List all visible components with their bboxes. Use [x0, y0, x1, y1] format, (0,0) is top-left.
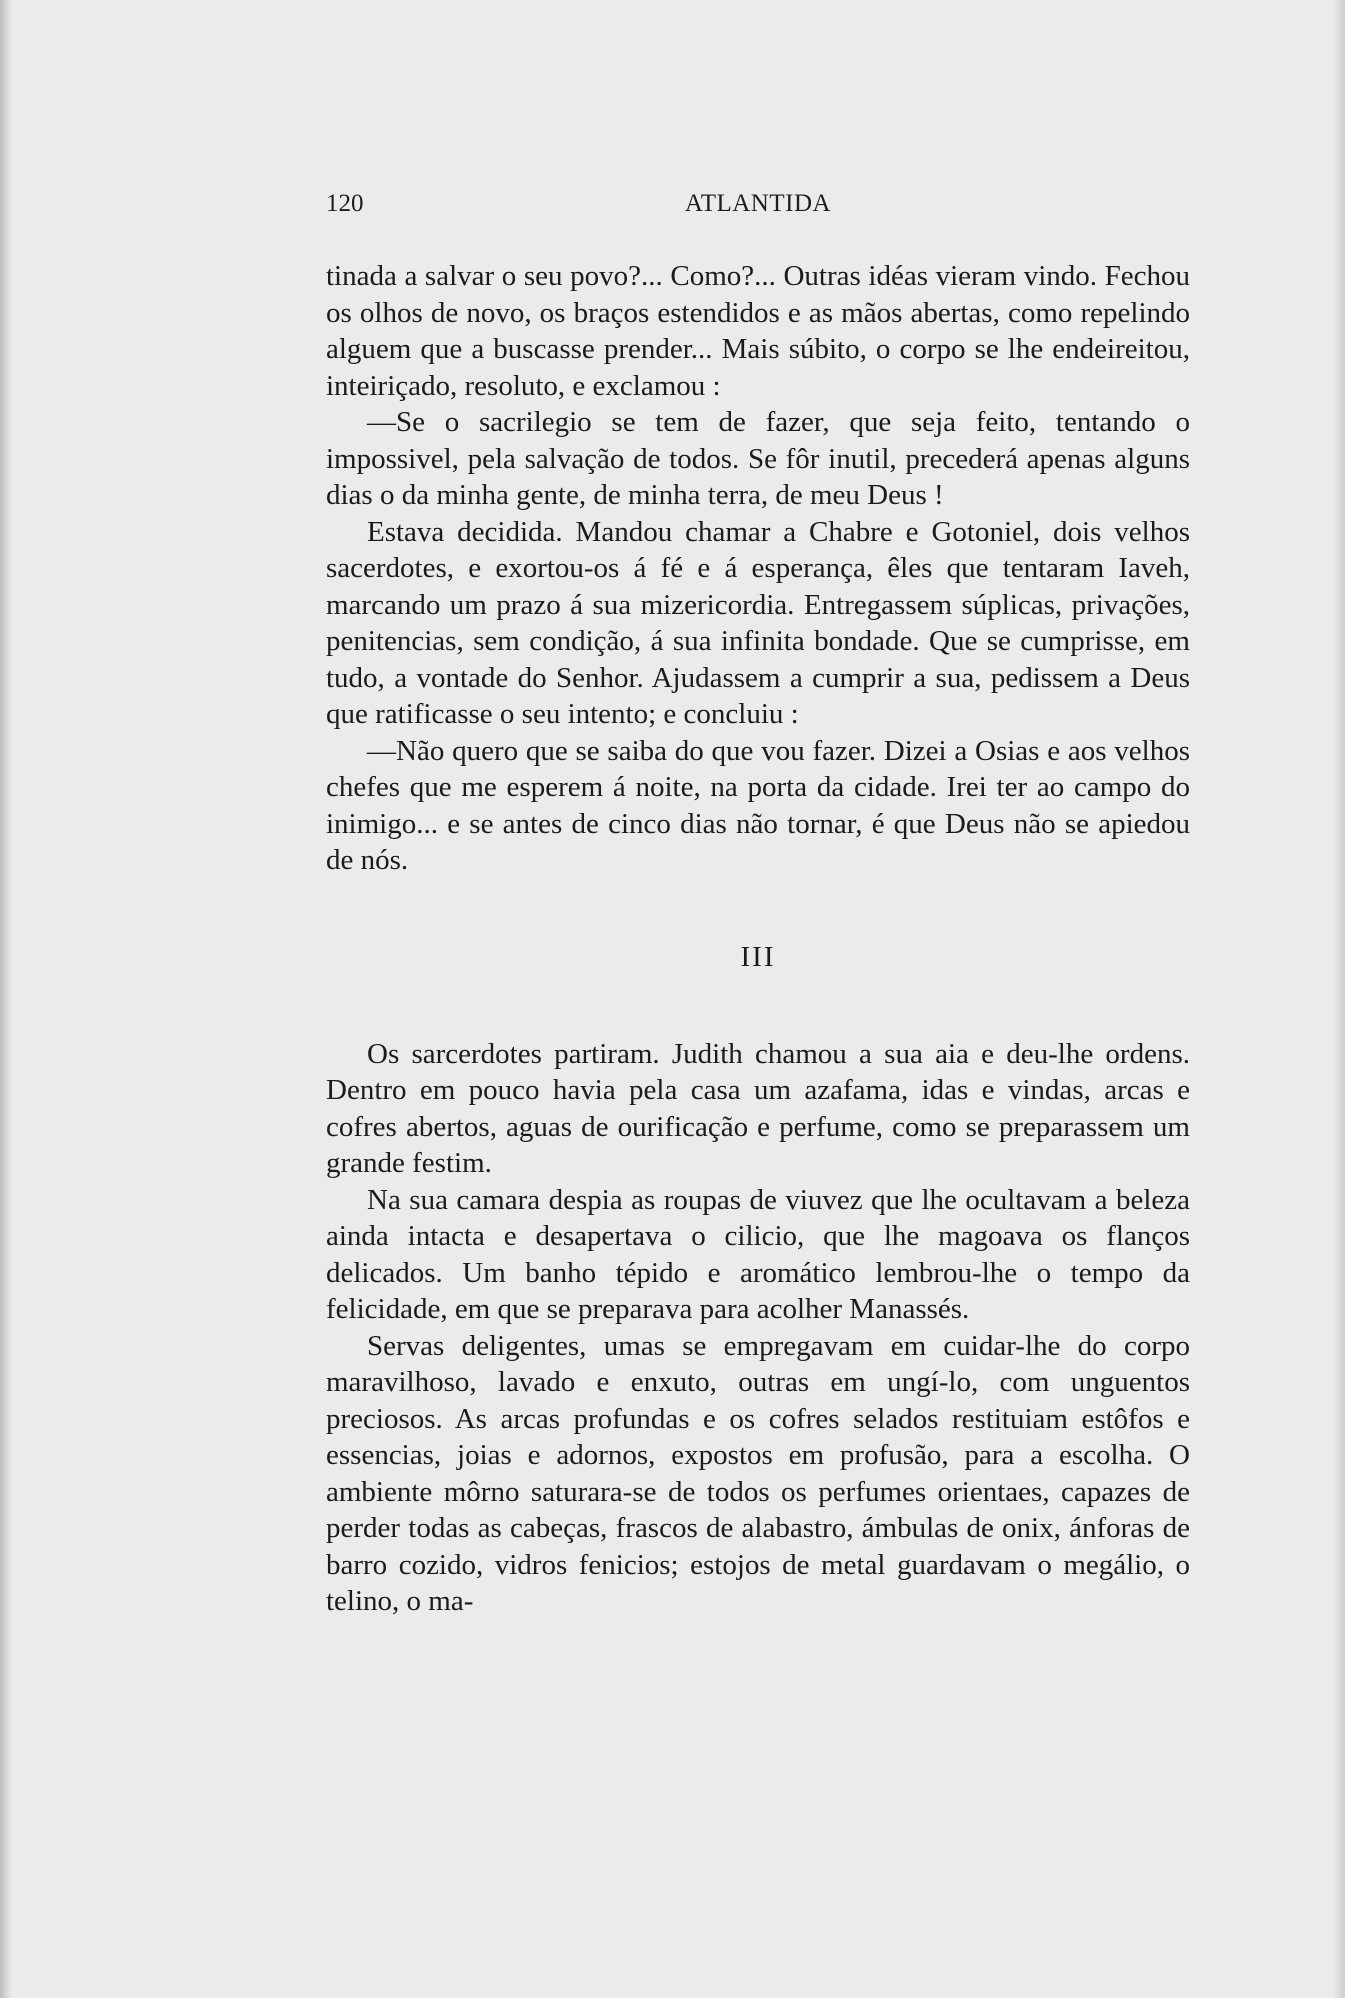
- page-header: [326, 190, 1190, 230]
- paragraph: Na sua camara despia as roupas de viuvez que lhe ocultavam a beleza ainda intacta e desapertava o cilicio, que lhe magoava os flanços delicados. Um banho tépido e aromático lembrou-lhe o tempo da felicidade, em que se preparava para acolher Manassés.: [326, 1183, 1190, 1325]
- paragraph: Estava decidida. Mandou chamar a Chabre e Gotoniel, dois velhos sacerdotes, e exortou-os á fé e á esperança, êles que tentaram Iaveh, marcando um prazo á sua mizericordia. Entregassem súplicas, privações, penitencias, sem condição, á sua infinita bondade. Que se cumprisse, em tudo, a vontade do Senhor. Ajudassem a cumprir a sua, pedissem a Deus que ratificasse o seu intento; e concluiu :: [326, 515, 1190, 730]
- paragraph: —Não quero que se saiba do que vou fazer. Dizei a Osias e aos velhos chefes que me esperem á noite, na porta da cidade. Irei ter ao campo do inimigo... e se antes de cinco dias não tornar, é que Deus não se apiedou de nós.: [326, 734, 1190, 876]
- paragraph: tinada a salvar o seu povo?... Como?... Outras idéas vieram vindo. Fechou os olhos de novo, os braços estendidos e as mãos abertas, como repelindo alguem que a buscasse prender... Mais súbito, o corpo se lhe endeireitou, inteiriçado, resoluto, e exclamou :: [326, 260, 1190, 402]
- page-number: 120: [326, 190, 364, 217]
- paragraph: Os sarcerdotes partiram. Judith chamou a sua aia e deu-lhe ordens. Dentro em pouco havia pela casa um azafama, idas e vindas, arcas e cofres abertos, aguas de ourificação e perfume, como se preparassem um grande festim.: [326, 1037, 1190, 1179]
- running-title: ATLANTIDA: [684, 190, 832, 217]
- paragraph: Servas deligentes, umas se empregavam em cuidar-lhe do corpo maravilhoso, lavado e enxuto, outras em ungí-lo, com unguentos preciosos. As arcas profundas e os cofres selados restituiam estôfos e essencias, joias e adornos, expostos em profusão, para a escolha. O ambiente môrno saturara-se de todos os perfumes orientaes, capazes de perder todas as cabeças, frascos de alabastro, ámbulas de onix, ánforas de barro cozido, vidros fenicios; estojos de metal guardavam o megálio, o telino, o ma-: [326, 1329, 1190, 1617]
- section-heading: III: [740, 940, 776, 973]
- body-text: [326, 258, 1190, 1620]
- paragraph: —Se o sacrilegio se tem de fazer, que seja feito, tentando o impossivel, pela salvação de todos. Se fôr inutil, precederá apenas alguns dias o da minha gente, de minha terra, de meu Deus !: [326, 406, 1190, 511]
